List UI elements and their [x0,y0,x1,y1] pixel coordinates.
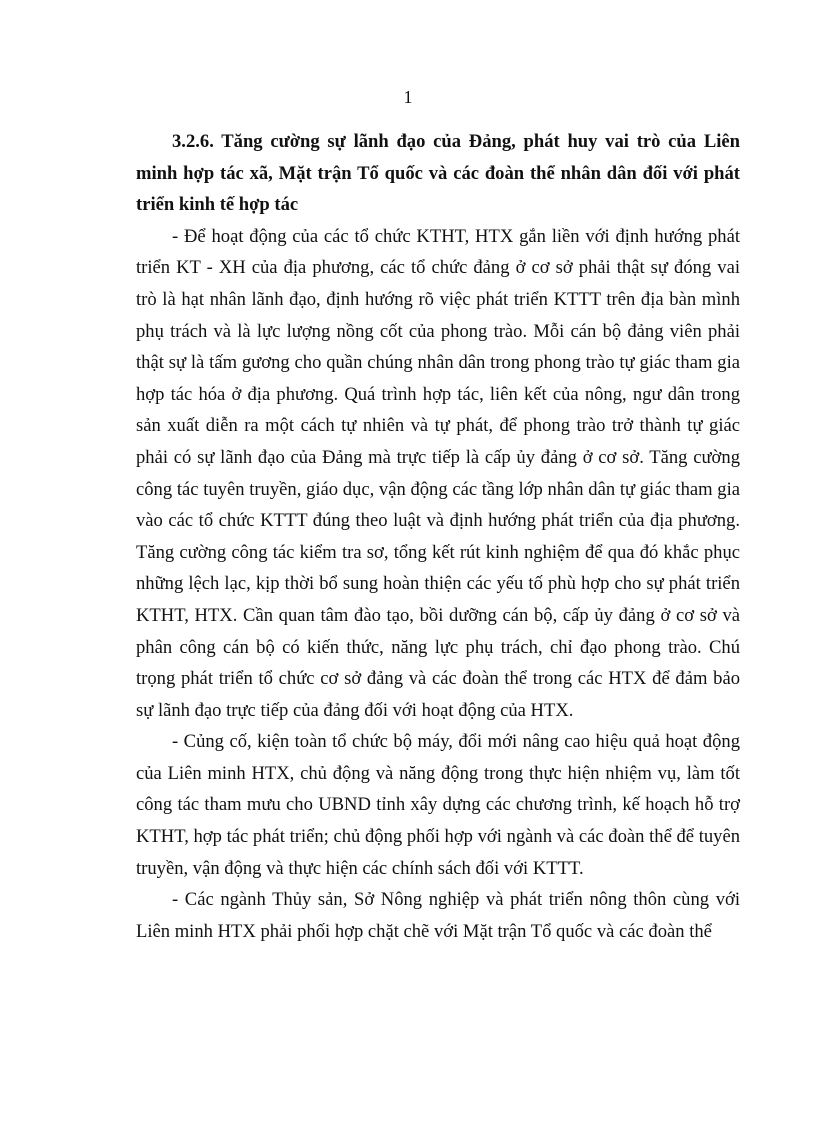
section-heading: 3.2.6. Tăng cường sự lãnh đạo của Đảng, phát huy vai trò của Liên minh hợp tác xã, Mặt trận Tổ quốc và các đoàn thể nhân dân đối với phát triển kinh tế hợp tác [136,131,740,216]
paragraph-3: - Các ngành Thủy sản, Sở Nông nghiệp và phát triển nông thôn cùng với Liên minh HTX phải phối hợp chặt chẽ với Mặt trận Tổ quốc và các đoàn thể [136,889,740,942]
paragraph-2: - Củng cố, kiện toàn tổ chức bộ máy, đổi mới nâng cao hiệu quả hoạt động của Liên minh HTX, chủ động và năng động trong thực hiện nhiệm vụ, làm tốt công tác tham mưu cho UBND tỉnh xây dựng các chương trình, kế hoạch hỗ trợ KTHT, hợp tác phát triển; chủ động phối hợp với ngành và các đoàn thể để tuyên truyền, vận động và thực hiện các chính sách đối với KTTT. [136,731,740,879]
paragraph-1: - Để hoạt động của các tổ chức KTHT, HTX gắn liền với định hướng phát triển KT - XH của địa phương, các tổ chức đảng ở cơ sở phải thật sự đóng vai trò là hạt nhân lãnh đạo, định hướng rõ việc phát triển KTTT trên địa bàn mình phụ trách và là lực lượng nồng cốt của phong trào. Mỗi cán bộ đảng viên phải thật sự là tấm gương cho quần chúng nhân dân trong phong trào tự giác tham gia hợp tác hóa ở địa phương. Quá trình hợp tác, liên kết của nông, ngư dân trong sản xuất diễn ra một cách tự nhiên và tự phát, để phong trào trở thành tự giác phải có sự lãnh đạo của Đảng mà trực tiếp là cấp ủy đảng ở cơ sở. Tăng cường công tác tuyên truyền, giáo dục, vận động các tầng lớp nhân dân tự giác tham gia vào các tổ chức KTTT đúng theo luật và định hướng phát triển của địa phương. Tăng cường công tác kiểm tra sơ, tổng kết rút kinh nghiệm để qua đó khắc phục những lệch lạc, kịp thời bổ sung hoàn thiện các yếu tố phù hợp cho sự phát triển KTHT, HTX. Cần quan tâm đào tạo, bồi dưỡng cán bộ, cấp ủy đảng ở cơ sở và phân công cán bộ có kiến thức, năng lực phụ trách, chỉ đạo phong trào. Chú trọng phát triển tổ chức cơ sở đảng và các đoàn thể trong các HTX để đảm bảo sự lãnh đạo trực tiếp của đảng đối với hoạt động của HTX. [136,225,740,721]
document-body [136,126,740,947]
page-number: 1 [403,87,413,107]
